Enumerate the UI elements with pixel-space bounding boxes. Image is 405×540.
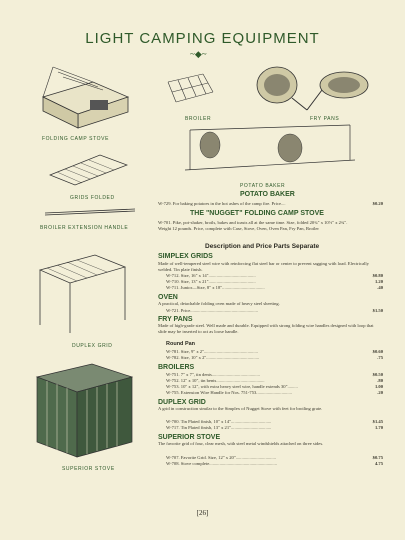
duplex-item-1: W-717. Tin Plated finish, 13" x 21"................................... 1.70 [166,425,383,430]
simplex-item-2: W-711. Junior—Size, 8" x 18"..................................... .40 [166,285,383,290]
broiler-item-2: W-753. 10" x 12", with extra heavy steel wire, handle extends 30"......... 1.00 [166,384,383,389]
simplex-item-0: W-712. Size, 16" x 14"......................................... $0.80 [166,273,383,278]
oven-desc: A practical, detachable folding oven made of heavy steel sheeting. [158,301,280,306]
fry-pans-illustration [252,60,382,115]
potato-baker-heading: POTATO BAKER [240,191,295,198]
grids-folded-illustration [45,150,130,190]
fry-item-1: W-782. Size, 10" x 2".............................................. .75 [166,355,383,360]
duplex-item-0: W-700. Tin Plated finish, 10" x 14"................................... $1.45 [166,419,383,424]
page-number: [26] [196,509,209,517]
fry-item-0: W-781. Size, 9" x 2"............................................... $0.60 [166,349,383,354]
potato-baker-illustration [180,120,360,180]
potato-baker-line: W-729. For baking potatoes in the hot ashes of the camp fire. Price.... $0.20 [158,201,383,206]
superior-desc: The favorite grid of four, clear mesh, with steel metal windshields attached on three sides. [158,441,324,446]
broiler-illustration [168,72,218,112]
superior-heading: SUPERIOR STOVE [158,434,221,441]
caption-potato-baker: POTATO BAKER [240,183,286,189]
caption-folding-camp-stove: FOLDING CAMP STOVE [42,136,110,142]
page-title: LIGHT CAMPING EQUIPMENT [85,30,320,47]
oven-heading: OVEN [158,294,178,301]
folding-camp-stove-illustration [38,62,133,132]
caption-broiler: BROILER [185,116,212,122]
desc-heading: Description and Price Parts Separate [205,243,320,250]
broiler-item-0: W-751. 7" x 7", tin dents.......................................... $0.50 [166,372,383,377]
broiler-extension-handle-illustration [40,205,140,220]
duplex-desc: A grid in construction similar to the Simplex of Nugget Stove with feet for broiling grate. [158,406,323,411]
simplex-item-1: W-710. Size, 13" x 21"......................................... 1.20 [166,279,383,284]
caption-extension-handle: BROILER EXTENSION HANDLE [40,225,129,231]
fry-pans-desc: Made of high-grade steel. Well made and durable. Equipped with strong folding wire handles designed with loop that slide may be inserted to act as loose handle. [158,323,374,334]
round-pan-subheading: Round Pan [166,341,196,347]
simplex-heading: SIMPLEX GRIDS [158,253,213,260]
title-ornament: ~◆~ [190,49,207,59]
broiler-item-1: W-752. 12" x 10", tin bents.......................................... .80 [166,378,383,383]
superior-stove-illustration [32,362,137,462]
superior-item-0: W-707. Favorite Grid. Size, 12" x 20"................................... $0.75 [166,455,383,460]
superior-item-1: W-708. Stove complete........................................................... 4.75 [166,461,383,466]
duplex-heading: DUPLEX GRID [158,399,206,406]
fry-pans-heading: FRY PANS [158,316,193,323]
caption-superior-stove: SUPERIOR STOVE [62,466,115,472]
simplex-desc: Made of well-tempered steel wire with reinforcing flat steel bar or center to prevent sagging with load. Electrically welded. Tin plate finish. [158,261,369,272]
oven-item-0: W-721. Price........................................................... $1.50 [166,308,383,313]
caption-grids-folded: GRIDS FOLDED [70,195,115,201]
nugget-heading: THE "NUGGET" FOLDING CAMP STOVE [190,210,324,217]
duplex-grid-illustration [35,245,130,335]
caption-fry-pans: FRY PANS [310,116,340,122]
caption-duplex-grid: DUPLEX GRID [72,343,113,349]
nugget-desc: W-701. Pike, pot-shaker, broils, bakes and toasts all at the same time. Size, folded 20¾" x 10½" x 2¾". Weight 12 pounds. Price, complete with Case, Stove, Oven, Oven Pan, Fry Pan, Broiler [158,220,348,231]
broilers-heading: BROILERS [158,364,195,371]
broiler-item-3: W-755. Extension Wire Handle for Nos. 751-753............................... .20 [166,390,383,395]
